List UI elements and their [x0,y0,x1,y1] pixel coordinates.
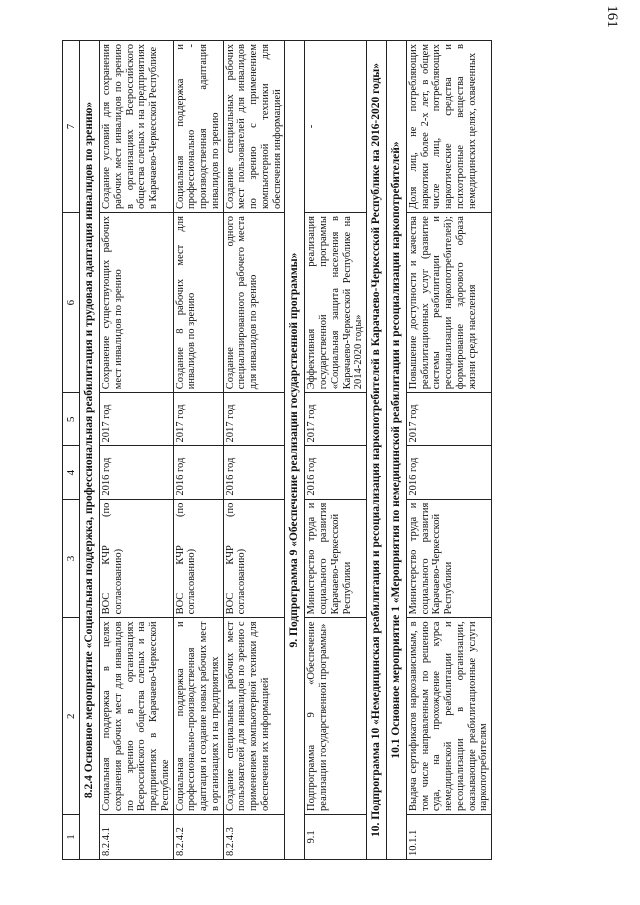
program-table [62,40,492,860]
header-cell: 1 [63,814,80,859]
row-start: 2016 год [173,446,223,499]
row-name: Создание специальных рабочих мест пользователей для инвалидов по зрению с применением компьютерной техники для обеспечения их информацией [223,618,285,815]
row-start: 2016 год [406,446,491,499]
table-row [173,41,223,860]
row-executor: ВОС КЧР (по согласованию) [223,499,285,618]
row-result: Создание одного специализированного рабочего места для инвалидов по зрению [223,213,285,393]
row-name: Выдача сертификатов наркозависимым, в том числе направленным по решению суда, на прохождение курса немедицинской реабилитации и ресоциализации в организации, оказывающие реабилитационные услуги наркопотребителям [406,618,491,815]
table-row [406,41,491,860]
row-end: 2017 год [173,393,223,446]
row-indicator: Создание условий для сохранения рабочих мест инвалидов по зрению в организациях Всероссийского общества слепых и на предприятиях в Карачаево-Черкесской Республике [100,41,174,213]
row-end: 2017 год [406,393,491,446]
row-number: 8.2.4.1 [100,814,174,859]
header-cell: 3 [63,499,80,618]
table-row [305,41,367,860]
row-executor: ВОС КЧР (по согласованию) [100,499,174,618]
row-executor: ВОС КЧР (по согласованию) [173,499,223,618]
row-indicator: - [305,41,367,213]
section-heading: 10. Подпрограмма 10 «Немедицинская реабилитация и ресоциализация наркопотребителей в Карачаево-Черкесской Республике на 2016-2020 годы» [367,41,387,860]
row-start: 2016 год [223,446,285,499]
header-cell: 2 [63,618,80,815]
row-start: 2016 год [100,446,174,499]
table-row [100,41,174,860]
row-result: Повышение доступности и качества реабилитационных услуг (развитие системы реабилитации и ресоциализации наркопотребителей); формирование здорового образа жизни среди населения [406,213,491,393]
row-indicator: Доля лиц, не потребляющих наркотики более 2-х лет, в общем числе лиц, потребляющих наркотические средства и психотропные вещества в немедицинских целях, охваченных [406,41,491,213]
row-result: Создание 8 рабочих мест для инвалидов по зрению [173,213,223,393]
section-heading: 10.1 Основное мероприятие 1 «Мероприятия по немедицинской реабилитации и ресоциализации наркопотребителей» [386,41,406,860]
row-number: 8.2.4.3 [223,814,285,859]
row-number: 9.1 [305,814,367,859]
row-start: 2016 год [305,446,367,499]
section-heading: 9. Подпрограмма 9 «Обеспечение реализации государственной программы» [285,41,305,860]
row-end: 2017 год [223,393,285,446]
page-number: 161 [603,5,620,28]
row-indicator: Создание специальных рабочих мест пользователей для инвалидов по зрению с применением компьютерной техники для обеспечения информацией [223,41,285,213]
row-result: Сохранение существующих рабочих мест инвалидов по зрению [100,213,174,393]
row-indicator: Социальная поддержка и профессионально - производственная адаптация инвалидов по зрению [173,41,223,213]
row-executor: Министерство труда и социального развития Карачаево-Черкесской Республики [305,499,367,618]
row-end: 2017 год [100,393,174,446]
row-name: Социальная поддержка в целях сохранения рабочих мест для инвалидов по зрению в организациях Всероссийского общества слепых и на предприятиях в Карачаево-Черкесской Республике [100,618,174,815]
row-number: 10.1.1 [406,814,491,859]
header-row [63,41,80,860]
header-cell: 5 [63,393,80,446]
rotated-page [62,40,622,860]
header-cell: 4 [63,446,80,499]
row-end: 2017 год [305,393,367,446]
row-number: 8.2.4.2 [173,814,223,859]
row-executor: Министерство труда и социального развития Карачаево-Черкесской Республики [406,499,491,618]
header-cell: 6 [63,213,80,393]
header-cell: 7 [63,41,80,213]
row-name: Социальная поддержка и профессионально-производственная адаптация и создание новых рабочих мест в организациях и на предприятиях [173,618,223,815]
row-result: Эффективная реализация государственной программы «Социальная защита населения в Карачаево-Черкесской Республике на 2014-2020 годы» [305,213,367,393]
table-row [223,41,285,860]
section-heading: 8.2.4 Основное мероприятие «Социальная поддержка, профессиональная реабилитация и трудовая адаптация инвалидов по зрению» [80,41,100,860]
row-name: Подпрограмма 9 «Обеспечение реализации государственной программы» [305,618,367,815]
